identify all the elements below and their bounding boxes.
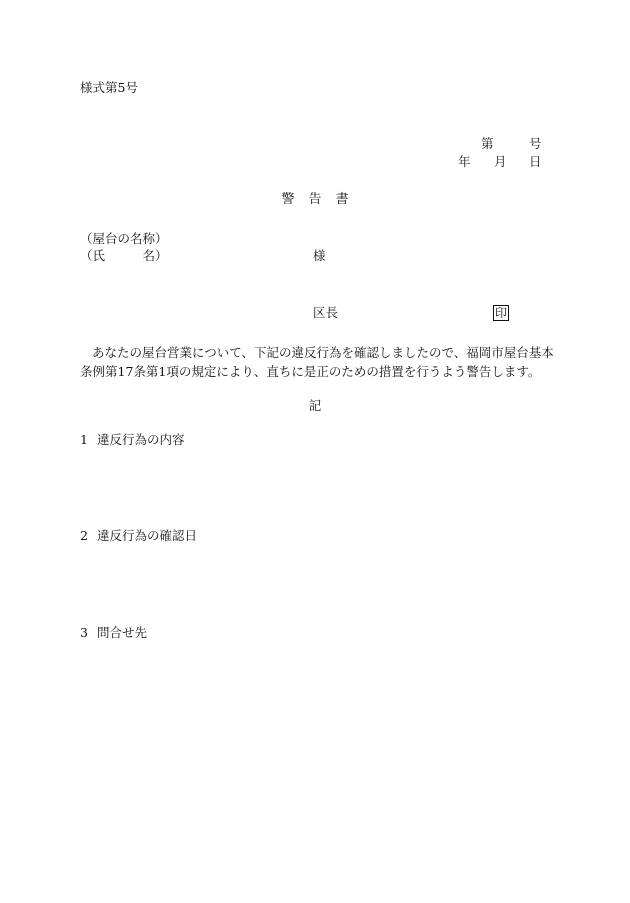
ki-heading: 記	[308, 398, 322, 413]
ward-chief-label: 区長	[313, 305, 339, 320]
item-label: 違反行為の内容	[97, 432, 185, 447]
seal-mark: 印	[495, 306, 508, 320]
document-number-go: 号	[529, 136, 542, 151]
document-number-dai: 第	[481, 136, 494, 151]
item-label: 問合せ先	[97, 625, 148, 640]
item-number: 1	[80, 432, 88, 447]
item-label: 違反行為の確認日	[97, 528, 198, 543]
item-number: 2	[80, 528, 88, 543]
date-month-label: 月	[494, 154, 507, 169]
date-year-label: 年	[458, 154, 471, 169]
item-violation-date	[80, 530, 197, 543]
item-contact	[80, 627, 147, 640]
warning-body-text: あなたの屋台営業について、下記の違反行為を確認しましたので、福岡市屋台基本条例第17条第1項の規定により、直ちに是正のための措置を行うよう警告します。	[80, 345, 554, 379]
item-number: 3	[80, 625, 88, 640]
recipient-honorific: 様	[313, 248, 326, 263]
form-number: 様式第5号	[80, 80, 138, 95]
date-day-label: 日	[529, 154, 542, 169]
item-violation-content	[80, 434, 185, 447]
stall-name-label: （屋台の名称）	[80, 231, 168, 246]
document-title: 警告書	[281, 192, 363, 207]
recipient-name-label: （氏 名）	[80, 248, 168, 263]
